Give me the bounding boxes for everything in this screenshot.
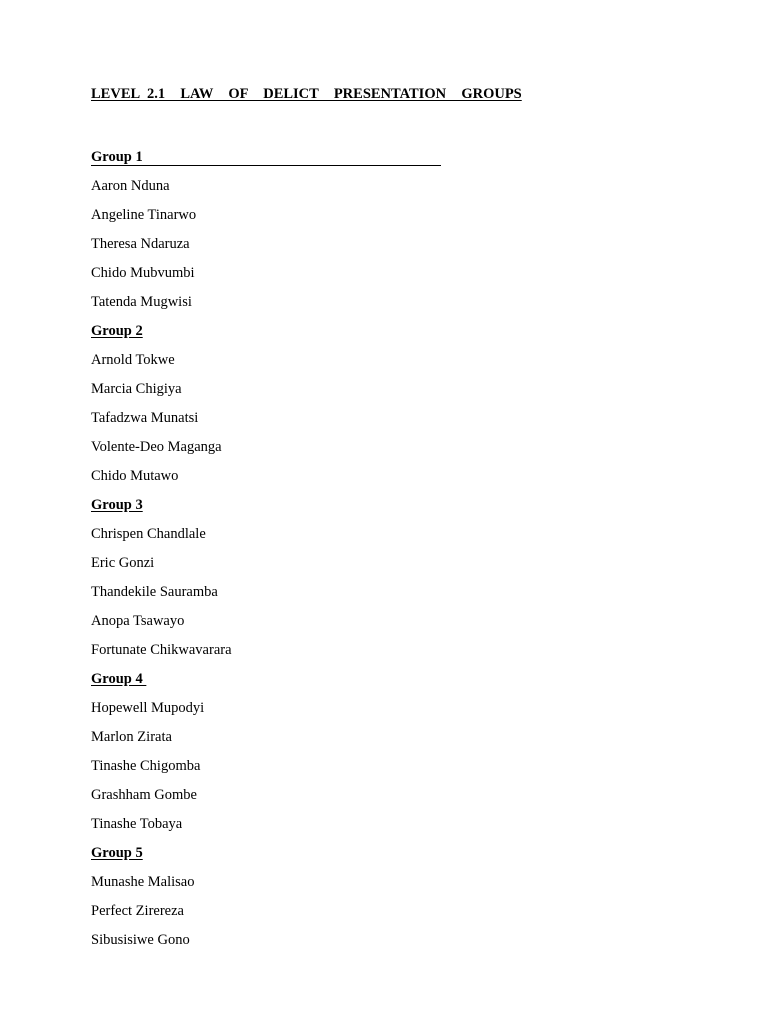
member-name: Tinashe Tobaya [91,816,183,832]
member-name: Angeline Tinarwo [91,207,197,223]
member-name: Fortunate Chikwavarara [91,642,232,658]
member-name: Chrispen Chandlale [91,526,206,542]
document-title: LEVEL 2.1 LAW OF DELICT PRESENTATION GROUPS [91,86,522,102]
group-heading [91,143,731,172]
member-name: Sibusisiwe Gono [91,932,190,948]
member-name: Anopa Tsawayo [91,613,185,629]
member-name: Chido Mutawo [91,468,179,484]
group-heading [91,839,731,868]
document-page [91,85,731,955]
group-heading-label: Group 2 [91,323,143,339]
group-1-section [91,143,731,317]
member-name: Marlon Zirata [91,729,172,745]
member-name: Marcia Chigiya [91,381,182,397]
group-4-section [91,665,731,839]
group-heading-label: Group 3 [91,497,143,513]
member-name: Thandekile Sauramba [91,584,218,600]
group-5-section [91,839,731,955]
member-name: Munashe Malisao [91,874,195,890]
group-heading-label: Group 5 [91,845,143,861]
member-name: Theresa Ndaruza [91,236,190,252]
member-name: Volente-Deo Maganga [91,439,222,455]
member-name: Tatenda Mugwisi [91,294,192,310]
group-heading [91,317,731,346]
group-heading [91,665,731,694]
member-name: Tafadzwa Munatsi [91,410,199,426]
group-heading-label: Group 4 [91,671,147,687]
member-name: Eric Gonzi [91,555,155,571]
member-name: Hopewell Mupodyi [91,700,205,716]
member-name: Perfect Zirereza [91,903,184,919]
group-3-section [91,491,731,665]
group-heading [91,491,731,520]
group-heading-label: Group 1 [91,149,441,166]
spacer [91,103,731,143]
member-name: Tinashe Chigomba [91,758,201,774]
group-2-section [91,317,731,491]
member-name: Grashham Gombe [91,787,197,803]
member-name: Aaron Nduna [91,178,170,194]
member-name: Chido Mubvumbi [91,265,195,281]
member-name: Arnold Tokwe [91,352,175,368]
